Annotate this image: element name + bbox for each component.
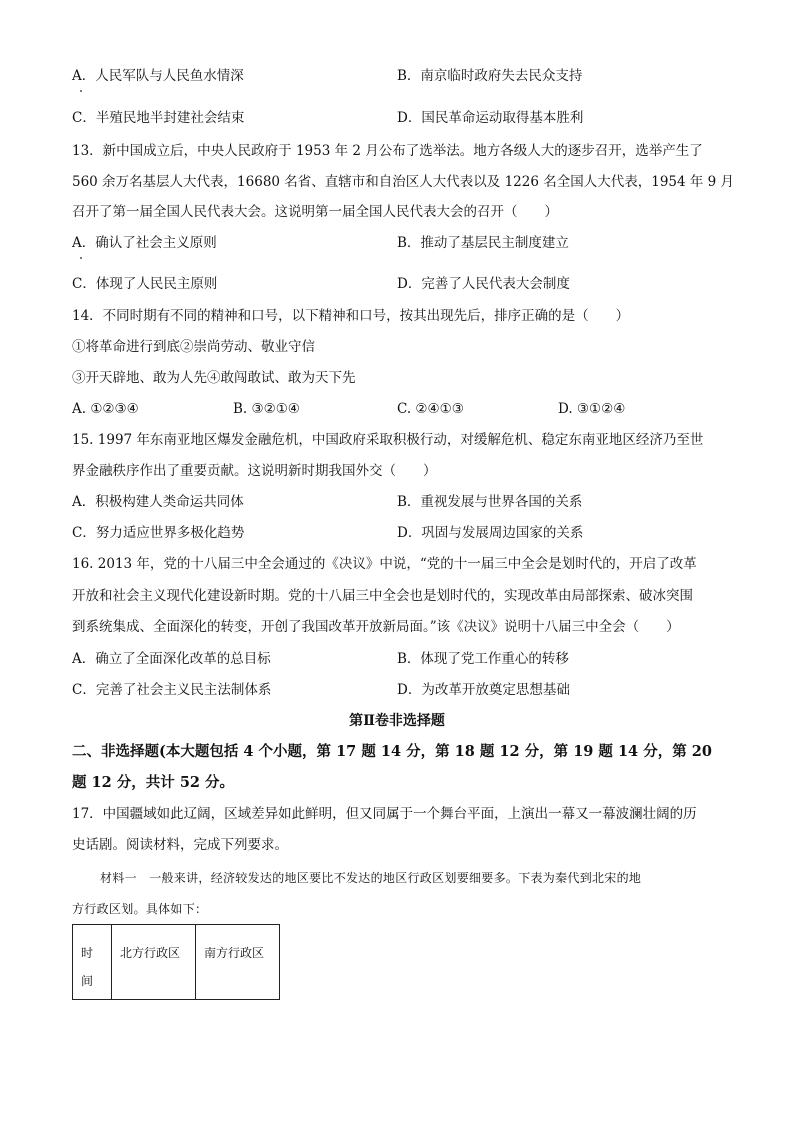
q13-option-d: D．完善了人民代表大会制度 <box>397 276 570 292</box>
table-header-north: 北方行政区 <box>112 925 196 1000</box>
q12-option-c: C．半殖民地半封建社会结束 <box>72 110 245 126</box>
q16-stem-line1: 16. 2013 年，党的十八届三中全会通过的《决议》中说，“党的十一届三中全会是划时代的，开启了改革 <box>72 556 697 572</box>
table-header-south: 南方行政区 <box>196 925 280 1000</box>
q14-stem-line3: ③开天辟地、敢为人先④敢闯敢试、敢为天下先 <box>72 370 356 386</box>
q15-stem-line2: 界金融秩序作出了重要贡献。这说明新时期我国外交（ ） <box>72 463 437 479</box>
q15-option-a: A．积极构建人类命运共同体 <box>72 494 244 510</box>
q13-stem-line2: 560 余万名基层人大代表，16680 名省、直辖市和自治区人大代表以及 1226 名全国人大代表，1954 年 9 月 <box>72 174 735 190</box>
q12-option-b: B．南京临时政府失去民众支持 <box>397 68 583 84</box>
q13-stem-line3: 召开了第一届全国人民代表大会。这说明第一届全国人民代表大会的召开（ ） <box>72 204 558 220</box>
material-one-line2: 方行政区划。具体如下： <box>72 902 208 916</box>
table-header-time: 时间 <box>73 925 112 1000</box>
q14-option-c: C. ②④①③ <box>397 401 464 417</box>
dot-mark <box>80 257 82 259</box>
q15-stem-line1: 15. 1997 年东南亚地区爆发金融危机，中国政府采取积极行动，对缓解危机、稳定东南亚地区经济乃至世 <box>72 432 704 448</box>
q13-option-b: B．推动了基层民主制度建立 <box>397 235 569 251</box>
q14-option-d: D. ③①②④ <box>558 401 626 417</box>
q13-stem-line1: 13．新中国成立后，中央人民政府于 1953 年 2 月公布了选举法。地方各级人大的逐步召开，选举产生了 <box>72 143 703 159</box>
q15-option-d: D．巩固与发展周边国家的关系 <box>397 525 584 541</box>
section-heading-line1: 二、非选择题(本大题包括 4 个小题，第 17 题 14 分，第 18 题 12 分，第 19 题 14 分，第 20 <box>72 743 712 760</box>
q12-option-a: A．人民军队与人民鱼水情深 <box>72 68 244 84</box>
section-title: 第Ⅱ卷非选择题 <box>349 713 445 729</box>
q15-option-c: C．努力适应世界多极化趋势 <box>72 525 245 541</box>
section-heading-line2: 题 12 分，共计 52 分。 <box>72 774 235 791</box>
table-row <box>73 925 280 1000</box>
q14-option-a: A. ①②③④ <box>72 401 139 417</box>
q14-option-b: B. ③②①④ <box>233 401 300 417</box>
q16-option-a: A．确立了全面深化改革的总目标 <box>72 651 271 667</box>
q16-stem-line3: 到系统集成、全面深化的转变，开创了我国改革开放新局面。”该《决议》说明十八届三中全会（ ） <box>72 619 680 635</box>
q16-option-c: C．完善了社会主义民主法制体系 <box>72 682 272 698</box>
dot-mark <box>80 90 82 92</box>
q13-option-a: A．确认了社会主义原则 <box>72 235 217 251</box>
q14-stem-line2: ①将革命进行到底②崇尚劳动、敬业守信 <box>72 339 315 355</box>
q16-option-d: D．为改革开放奠定思想基础 <box>397 682 570 698</box>
q16-stem-line2: 开放和社会主义现代化建设新时期。党的十八届三中全会也是划时代的，实现改革由局部探索、破冰突围 <box>72 588 693 604</box>
q15-option-b: B．重视发展与世界各国的关系 <box>397 494 583 510</box>
q16-option-b: B．体现了党工作重心的转移 <box>397 651 569 667</box>
q17-stem-line1: 17．中国疆域如此辽阔，区域差异如此鲜明，但又同属于一个舞台平面，上演出一幕又一幕波澜壮阔的历 <box>72 806 697 822</box>
region-table <box>72 924 280 1000</box>
q13-option-c: C．体现了人民民主原则 <box>72 276 218 292</box>
material-one-line1: 材料一 一般来讲，经济较发达的地区要比不发达的地区行政区划要细要多。下表为秦代到北宋的地 <box>100 871 642 885</box>
q14-stem-line1: 14．不同时期有不同的精神和口号，以下精神和口号，按其出现先后，排序正确的是（ ） <box>72 308 630 324</box>
q17-stem-line2: 史话剧。阅读材料，完成下列要求。 <box>72 837 288 853</box>
q12-option-d: D．国民革命运动取得基本胜利 <box>397 110 584 126</box>
